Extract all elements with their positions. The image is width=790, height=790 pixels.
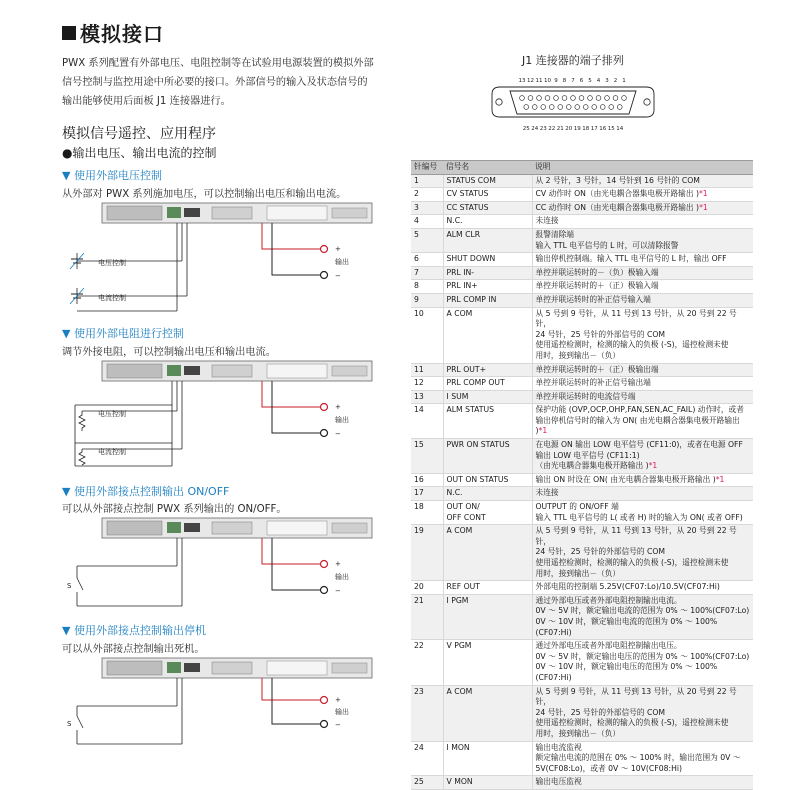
- output-positive-terminal: [321, 561, 328, 568]
- pin-socket: [537, 96, 542, 101]
- pin-label: 15: [607, 126, 615, 132]
- label-voltage-control: 电压控制: [98, 259, 126, 267]
- cell-pin: 21: [411, 594, 443, 639]
- cell-pin: 2: [411, 188, 443, 202]
- cell-signal: OUT ON STATUS: [443, 473, 532, 487]
- cell-signal: PRL COMP OUT: [443, 377, 532, 391]
- svg-text:输出: 输出: [335, 573, 349, 581]
- resistor-icon: [79, 449, 85, 465]
- cell-description: OUTPUT 的 ON/OFF 端 输入 TTL 电平信号的 L( 或者 H) 时的输入为 ON( 或者 OFF): [532, 501, 753, 525]
- svg-text:−: −: [335, 587, 341, 595]
- cell-signal: I MON: [443, 741, 532, 776]
- power-supply-unit: [102, 658, 372, 678]
- cell-pin: 5: [411, 228, 443, 252]
- pin-socket: [575, 105, 580, 110]
- label-current-control: 电流控制: [98, 294, 126, 302]
- example-desc-onoff: 可以从外部接点控制 PWX 系列输出的 ON/OFF。: [62, 504, 287, 515]
- pin-label: 21: [556, 126, 564, 132]
- pin-socket: [549, 105, 554, 110]
- example-heading-resistor: ▼ 使用外部电阻进行控制: [62, 327, 184, 340]
- cell-description: 通过外部电压或者外部电阻控制输出电流。 0V ～ 5V 时，额定输出电流的范围为 0% ～ 100%(CF07:Lo) 0V ～ 10V 时，额定输出电流的范围为 0% ～ 100%(CF07:Hi): [532, 594, 753, 639]
- svg-text:+: +: [335, 560, 341, 568]
- table-row: [411, 741, 753, 776]
- header-pin: 针编号: [411, 161, 443, 175]
- cell-signal: A COM: [443, 307, 532, 363]
- cell-pin: 15: [411, 439, 443, 474]
- cell-signal: A COM: [443, 525, 532, 581]
- resistor-icon: [79, 411, 85, 431]
- cell-signal: CV STATUS: [443, 188, 532, 202]
- pin-socket: [600, 105, 605, 110]
- cell-description: 外部电阻的控制端 5.25V(CF07:Lo)/10.5V(CF07:Hi): [532, 581, 753, 595]
- connector-title: J1 连接器的端子排列: [522, 54, 624, 67]
- footnote-marker: *1: [648, 461, 658, 471]
- cell-description: 输出电压监视: [532, 776, 753, 790]
- pin-label: 24: [531, 126, 539, 132]
- power-supply-unit: [102, 203, 372, 223]
- pin-label: 17: [590, 126, 598, 132]
- example-heading-shutdown: ▼ 使用外部接点控制输出停机: [62, 624, 206, 637]
- table-row: [411, 501, 753, 525]
- table-row: [411, 363, 753, 377]
- cell-description: 从 5 号到 9 号针，从 11 号到 13 号针，从 20 号到 22 号针， 24 号针，25 号针的外部信号的 COM 使用遥控检测时，检测的输入的负极 (-S)，遥控检测未使 用时，接到输出－（负）: [532, 307, 753, 363]
- pin-label: 16: [599, 126, 607, 132]
- cell-signal: PRL IN-: [443, 266, 532, 280]
- cell-description: 从 2 号针，3 号针，14 号针到 16 号针的 COM: [532, 174, 753, 188]
- footnote-marker: *1: [715, 474, 725, 484]
- pin-socket: [592, 105, 597, 110]
- footnote-marker: *1: [538, 426, 548, 436]
- cell-signal: I SUM: [443, 390, 532, 404]
- pin-table-header: [411, 161, 753, 175]
- pin-label: 2: [613, 78, 618, 84]
- svg-text:输出: 输出: [335, 258, 349, 266]
- cell-signal: ALM STATUS: [443, 404, 532, 439]
- cell-description: 输出电流监视 额定输出电流的范围在 0% ～ 100% 时，输出范围为 0V ～ 5V(CF08:Lo)，或者 0V ～ 10V(CF08:Hi): [532, 741, 753, 776]
- diagram-onoff-control: [62, 518, 402, 613]
- cell-signal: I PGM: [443, 594, 532, 639]
- power-supply-unit: [102, 518, 372, 538]
- table-row: [411, 525, 753, 581]
- pin-label: 19: [573, 126, 581, 132]
- pin-label: 20: [565, 126, 573, 132]
- cell-signal: N.C.: [443, 487, 532, 501]
- pin-label: 22: [548, 126, 556, 132]
- table-row: [411, 201, 753, 215]
- cell-pin: 24: [411, 741, 443, 776]
- pin-label: 12: [527, 78, 534, 84]
- example-heading-voltage: ▼ 使用外部电压控制: [62, 169, 162, 182]
- pin-socket: [617, 105, 622, 110]
- table-row: [411, 594, 753, 639]
- cell-signal: V MON: [443, 776, 532, 790]
- cell-pin: 9: [411, 293, 443, 307]
- table-row: [411, 581, 753, 595]
- cell-pin: 13: [411, 390, 443, 404]
- output-positive-terminal: [321, 246, 328, 253]
- cell-signal: PWR ON STATUS: [443, 439, 532, 474]
- cell-pin: 23: [411, 685, 443, 741]
- cell-pin: 3: [411, 201, 443, 215]
- cell-pin: 20: [411, 581, 443, 595]
- pin-socket: [566, 105, 571, 110]
- cell-signal: OUT ON/ OFF CONT: [443, 501, 532, 525]
- pin-label: 7: [571, 78, 575, 84]
- table-row: [411, 307, 753, 363]
- pin-table: [411, 160, 753, 790]
- pin-table-body: [411, 174, 753, 789]
- cell-description: 单控并联运转时的＋（正）极输入端: [532, 280, 753, 294]
- pin-label: 4: [596, 78, 601, 84]
- footnote-marker: *1: [699, 202, 708, 212]
- pin-label: 10: [544, 78, 551, 84]
- cell-pin: 8: [411, 280, 443, 294]
- pin-socket: [588, 96, 593, 101]
- pin-label: 11: [535, 78, 543, 84]
- svg-text:+: +: [335, 403, 341, 411]
- cell-pin: 18: [411, 501, 443, 525]
- cell-signal: ALM CLR: [443, 228, 532, 252]
- switch-icon: [77, 706, 83, 744]
- cell-description: 单控并联运转时的＋（正）极输出端: [532, 363, 753, 377]
- cell-pin: 6: [411, 253, 443, 267]
- pin-socket: [554, 96, 559, 101]
- pin-label: 3: [605, 78, 609, 84]
- cell-signal: PRL IN+: [443, 280, 532, 294]
- cell-signal: PRL OUT+: [443, 363, 532, 377]
- pin-label: 1: [622, 78, 626, 84]
- pin-label: 6: [579, 78, 584, 84]
- table-row: [411, 228, 753, 252]
- cell-signal: STATUS COM: [443, 174, 532, 188]
- pin-socket: [528, 96, 533, 101]
- cell-signal: PRL COMP IN: [443, 293, 532, 307]
- cell-description: 单控并联运转时的补正信号输出端: [532, 377, 753, 391]
- diagram-voltage-control: [62, 203, 402, 316]
- table-row: [411, 377, 753, 391]
- pin-label: 23: [539, 126, 547, 132]
- cell-description: 未连接: [532, 215, 753, 229]
- cell-description: CC 动作时 ON（由光电耦合器集电极开路输出 )*1: [532, 201, 753, 215]
- svg-text:+: +: [335, 696, 341, 704]
- pin-label: 18: [582, 126, 590, 132]
- diagram-shutdown-control: [62, 658, 402, 747]
- header-description: 说明: [532, 161, 753, 175]
- svg-text:输出: 输出: [335, 416, 349, 424]
- cell-signal: A COM: [443, 685, 532, 741]
- svg-text:输出: 输出: [335, 708, 349, 716]
- example-desc-resistor: 调节外接电阻，可以控制输出电压和输出电流。: [62, 347, 276, 358]
- pin-socket: [571, 96, 576, 101]
- cell-pin: 4: [411, 215, 443, 229]
- table-row: [411, 253, 753, 267]
- table-row: [411, 174, 753, 188]
- table-row: [411, 280, 753, 294]
- power-supply-unit: [102, 361, 372, 381]
- pin-socket: [609, 105, 614, 110]
- cell-description: 输出 ON 时设在 ON( 由光电耦合器集电极开路输出 )*1: [532, 473, 753, 487]
- section-title: 模拟信号遥控、应用程序: [62, 126, 216, 142]
- cell-pin: 10: [411, 307, 443, 363]
- cell-description: 单控并联运转时的电流信号端: [532, 390, 753, 404]
- output-positive-terminal: [321, 404, 328, 411]
- cell-description: 单控并联运转时的补正信号输入端: [532, 293, 753, 307]
- cell-description: 保护功能 (OVP,OCP,OHP,FAN,SEN,AC_FAIL) 动作时，或者 输出停机信号时的输入为 ON( 由光电耦合器集电极开路输出 )*1: [532, 404, 753, 439]
- cell-pin: 14: [411, 404, 443, 439]
- cell-pin: 19: [411, 525, 443, 581]
- cell-description: 从 5 号到 9 号针，从 11 号到 13 号针，从 20 号到 22 号针， 24 号针，25 号针的外部信号的 COM 使用遥控检测时，检测的输入的负极 (-S)，遥控检测未使 用时，接到输出－（负）: [532, 525, 753, 581]
- pin-socket: [520, 96, 525, 101]
- cell-signal: N.C.: [443, 215, 532, 229]
- output-negative-terminal: [321, 721, 328, 728]
- pin-label: 5: [588, 78, 592, 84]
- output-positive-terminal: [321, 697, 328, 704]
- j1-connector-diagram: [488, 70, 658, 138]
- table-row: [411, 404, 753, 439]
- label-switch: S: [67, 720, 72, 728]
- example-desc-voltage: 从外部对 PWX 系列施加电压，可以控制输出电压和输出电流。: [62, 189, 347, 200]
- label-current-control: 电流控制: [98, 448, 126, 456]
- table-row: [411, 293, 753, 307]
- square-bullet-icon: [62, 26, 76, 40]
- cell-description: 从 5 号到 9 号针，从 11 号到 13 号针，从 20 号到 22 号针， 24 号针，25 号针的外部信号的 COM 使用遥控检测时，检测的输入的负极 (-S)，遥控检测未使 用时，接到输出－（负）: [532, 685, 753, 741]
- svg-text:−: −: [335, 272, 341, 280]
- label-switch: S: [67, 582, 72, 590]
- header-signal: 信号名: [443, 161, 532, 175]
- pin-label: 14: [616, 126, 624, 132]
- example-heading-onoff: ▼ 使用外部接点控制输出 ON/OFF: [62, 485, 230, 498]
- output-negative-terminal: [321, 272, 328, 279]
- svg-text:+: +: [335, 245, 341, 253]
- cell-signal: REF OUT: [443, 581, 532, 595]
- pin-socket: [562, 96, 567, 101]
- diagram-resistor-control: [62, 361, 402, 473]
- pin-socket: [558, 105, 563, 110]
- pin-label: 25: [522, 126, 530, 132]
- pin-label: 9: [554, 78, 558, 84]
- cell-description: 未连接: [532, 487, 753, 501]
- table-row: [411, 473, 753, 487]
- example-desc-shutdown: 可以从外部接点控制输出死机。: [62, 644, 205, 655]
- footnote-marker: *1: [698, 189, 708, 199]
- svg-text:−: −: [335, 430, 341, 438]
- pin-socket: [596, 96, 601, 101]
- table-row: [411, 685, 753, 741]
- table-row: [411, 487, 753, 501]
- table-row: [411, 439, 753, 474]
- pin-socket: [532, 105, 537, 110]
- pin-socket: [545, 96, 550, 101]
- pin-socket: [613, 96, 618, 101]
- cell-description: 单控并联运转时的－（负）极输入端: [532, 266, 753, 280]
- cell-pin: 1: [411, 174, 443, 188]
- pin-socket: [605, 96, 610, 101]
- page-title: 模拟接口: [62, 18, 164, 47]
- cell-signal: SHUT DOWN: [443, 253, 532, 267]
- cell-pin: 25: [411, 776, 443, 790]
- table-row: [411, 390, 753, 404]
- bottom-pin-labels: [523, 126, 624, 132]
- cell-description: CV 动作时 ON（由光电耦合器集电极开路输出 )*1: [532, 188, 753, 202]
- pin-socket: [583, 105, 588, 110]
- switch-icon: [77, 566, 83, 606]
- cell-pin: 16: [411, 473, 443, 487]
- cell-signal: V PGM: [443, 640, 532, 685]
- mounting-hole-right: [644, 99, 650, 105]
- section-subtitle: ●输出电压、输出电流的控制: [62, 146, 217, 160]
- pin-label: 8: [562, 78, 567, 84]
- cell-description: 报警清除端 输入 TTL 电平信号的 L 时，可以清除报警: [532, 228, 753, 252]
- top-pin-labels: [519, 78, 626, 84]
- cell-pin: 17: [411, 487, 443, 501]
- table-row: [411, 188, 753, 202]
- pin-label: 13: [518, 78, 526, 84]
- cell-description: 输出停机控制端。输入 TTL 电平信号的 L 时，输出 OFF: [532, 253, 753, 267]
- table-row: [411, 640, 753, 685]
- cell-pin: 12: [411, 377, 443, 391]
- cell-signal: CC STATUS: [443, 201, 532, 215]
- pin-socket: [622, 96, 627, 101]
- pin-socket: [524, 105, 529, 110]
- output-negative-terminal: [321, 587, 328, 594]
- svg-text:−: −: [335, 721, 341, 729]
- intro-paragraph: PWX 系列配置有外部电压、电阻控制等在试验用电源装置的模拟外部 信号控制与监控用途中所必要的接口。外部信号的输入及状态信号的 输出能够使用后面板 J1 连接器进行。: [62, 58, 374, 107]
- cell-pin: 7: [411, 266, 443, 280]
- table-row: [411, 776, 753, 790]
- cell-description: 在电源 ON 输出 LOW 电平信号 (CF11:0)，或者在电源 OFF 输出 LOW 电平信号 (CF11:1) （由光电耦合器集电极开路输出 )*1: [532, 439, 753, 474]
- label-voltage-control: 电压控制: [98, 410, 126, 418]
- cell-description: 通过外部电压或者外部电阻控制输出电压。 0V ～ 5V 时，额定输出电压的范围为 0% ～ 100%(CF07:Lo) 0V ～ 10V 时，额定输出电压的范围为 0% ～ 100%(CF07:Hi): [532, 640, 753, 685]
- table-row: [411, 266, 753, 280]
- pin-socket: [541, 105, 546, 110]
- connector-face: [510, 91, 636, 114]
- cell-pin: 22: [411, 640, 443, 685]
- output-negative-terminal: [321, 430, 328, 437]
- pin-socket: [579, 96, 584, 101]
- mounting-hole-left: [496, 99, 502, 105]
- cell-pin: 11: [411, 363, 443, 377]
- table-row: [411, 215, 753, 229]
